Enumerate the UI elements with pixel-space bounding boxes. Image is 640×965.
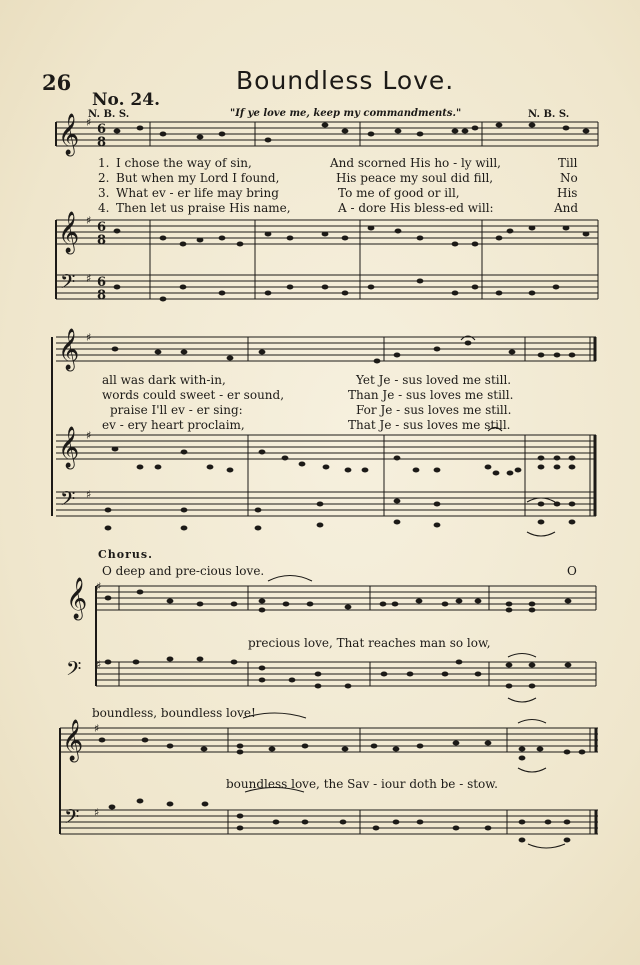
time-signatures [97, 122, 106, 303]
stanza-2-line1a: But when my Lord I found, [116, 171, 280, 185]
chorus-line3: boundless, boundless love! [92, 706, 256, 720]
bass-clef: 𝄢 [60, 270, 76, 298]
svg-text:♯: ♯ [86, 429, 92, 442]
stanza-1-line2b: Yet Je - sus loved me still. [356, 373, 512, 387]
stanza-3-line1c: His [557, 186, 578, 200]
stanza-3-number: 3. [98, 186, 110, 200]
svg-text:6: 6 [97, 275, 107, 290]
stanza-3-line2b: For Je - sus loves me still. [356, 403, 512, 417]
stanza-4-line2a: ev - ery heart proclaim, [102, 418, 245, 432]
stanza-4-line1c: And [554, 201, 579, 215]
stanza-4-line2b: That Je - sus loves me still. [348, 418, 511, 432]
treble-clef: 𝄞 [66, 578, 88, 619]
chorus-line4: boundless love, the Sav - iour doth be - stow. [226, 777, 498, 791]
stanza-4-line1b: A - dore His bless-ed will: [338, 201, 494, 215]
staff-lines [56, 122, 598, 299]
chorus-line2: precious love, That reaches man so low, [248, 636, 491, 650]
page-number: 26 [42, 70, 72, 95]
stanza-2-line1c: No [560, 171, 578, 185]
svg-text:♯: ♯ [96, 580, 102, 593]
bass-clef: 𝄢 [60, 487, 76, 515]
svg-text:♯: ♯ [94, 806, 100, 819]
treble-clef: 𝄞 [58, 114, 80, 155]
stanza-2-line1b: His peace my soul did fill, [336, 171, 494, 185]
stanza-4-line1a: Then let us praise His name, [116, 201, 291, 215]
svg-text:6: 6 [97, 122, 107, 137]
chorus-line1: O deep and pre-cious love. [102, 564, 265, 578]
system-4-notes [99, 738, 586, 843]
stanza-1-line1c: Till [558, 156, 578, 170]
stanza-3-line1a: What ev - er life may bring [116, 186, 279, 200]
stanza-2-line2a: words could sweet - er sound, [102, 388, 285, 402]
treble-clef: 𝄞 [62, 720, 84, 761]
hymn-number: No. 24. [92, 90, 160, 110]
svg-text:♯: ♯ [86, 272, 92, 285]
treble-clef: 𝄞 [58, 427, 80, 468]
svg-text:♯: ♯ [86, 214, 92, 227]
stanza-1-line2a: all was dark with-in, [102, 373, 226, 387]
system-1-bass [114, 279, 560, 302]
system-1-alto [114, 226, 590, 247]
stanza-1-number: 1. [98, 156, 110, 170]
treble-clef: 𝄞 [58, 212, 80, 253]
system-2-staves [52, 337, 596, 516]
stanza-2-number: 2. [98, 171, 110, 185]
stanza-3-line1b: To me of good or ill, [338, 186, 460, 200]
composer-credit-right: N. B. S. [528, 109, 570, 120]
svg-text:♯: ♯ [94, 722, 100, 735]
composer-credit-left: N. B. S. [88, 109, 130, 120]
chorus-label: Chorus. [98, 548, 153, 561]
system-4-staves [60, 728, 598, 834]
stanza-1-line1b: And scorned His ho - ly will, [330, 156, 501, 170]
treble-clef: 𝄞 [58, 329, 80, 370]
svg-text:8: 8 [97, 135, 107, 150]
stanza-4-number: 4. [98, 201, 110, 215]
hymn-title: Boundless Love. [236, 66, 455, 95]
stanza-2-line2b: Than Je - sus loves me still. [348, 388, 514, 402]
bass-clef: 𝄢 [64, 805, 80, 833]
svg-text:♯: ♯ [96, 658, 102, 671]
scripture-verse: "If ye love me, keep my commandments." [230, 108, 462, 119]
stanza-3-line2a: praise I'll ev - er sing: [110, 403, 243, 417]
stanza-1-line1a: I chose the way of sin, [116, 156, 252, 170]
system-1-staves [56, 122, 598, 299]
svg-text:6: 6 [97, 220, 107, 235]
svg-text:8: 8 [97, 288, 107, 303]
svg-text:♯: ♯ [86, 488, 92, 501]
chorus-line1-end: O [567, 564, 577, 578]
svg-text:♯: ♯ [86, 331, 92, 344]
svg-text:♯: ♯ [86, 116, 92, 129]
bass-clef: 𝄢 [66, 657, 82, 685]
svg-text:8: 8 [97, 233, 107, 248]
